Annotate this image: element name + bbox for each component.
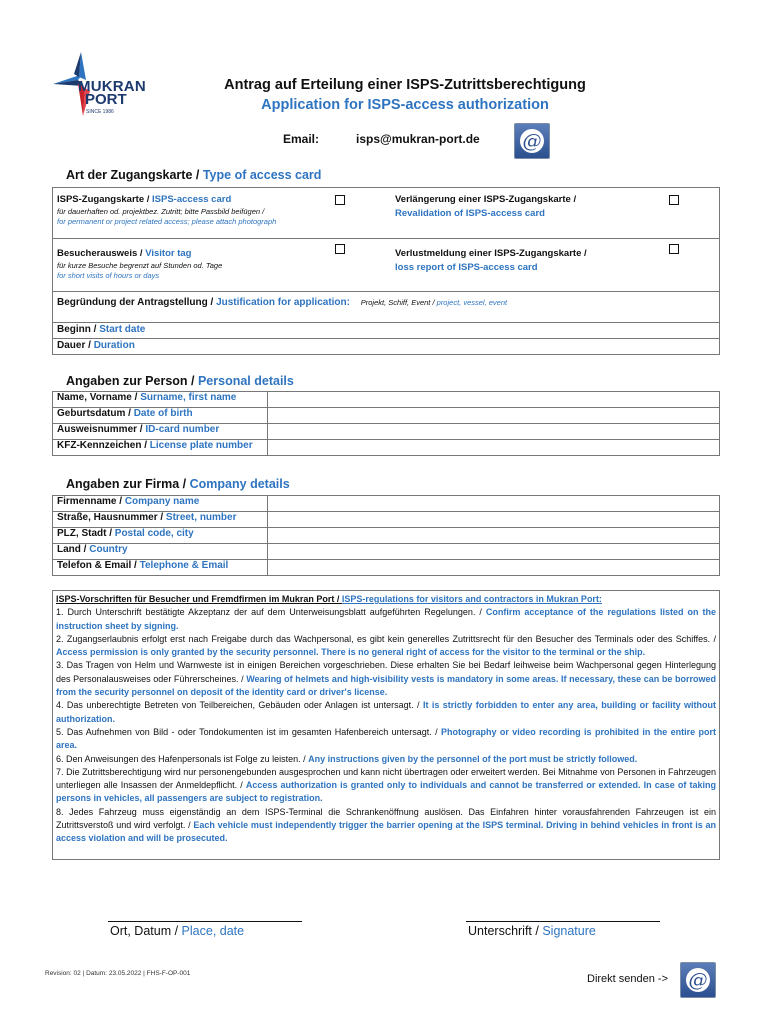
company-details-table xyxy=(52,495,720,576)
rule-item: 1. Durch Unterschrift bestätigte Akzeptanz der auf dem Unterweisungsblatt aufgeführten Regelungen. / Confirm acceptance of the regulations listed on the instruction sheet by signing. xyxy=(56,607,716,631)
company-label-street: Straße, Hausnummer / Street, number xyxy=(53,512,268,528)
send-direct-label: Direkt senden -> xyxy=(587,973,669,985)
visitor-tag-checkbox[interactable] xyxy=(335,244,345,254)
personal-details-table xyxy=(52,391,720,456)
company-label-country: Land / Country xyxy=(53,544,268,560)
isps-rules-box xyxy=(52,590,720,860)
isps-card-label-de: ISPS-Zugangskarte / xyxy=(57,194,153,205)
revalidation-checkbox[interactable] xyxy=(669,195,679,205)
signature-line[interactable] xyxy=(466,921,660,922)
visitor-tag-note-de: für kurze Besuche begrenzt auf Stunden od. Tage xyxy=(57,261,223,270)
revalidation-label-en: Revalidation of ISPS-access card xyxy=(395,208,545,219)
justification-label-en: Justification for application: xyxy=(216,297,350,308)
personal-label-plate: KFZ-Kennzeichen / License plate number xyxy=(53,440,268,456)
isps-card-label-en: ISPS-access card xyxy=(152,194,232,205)
form-title-en: Application for ISPS-access authorization xyxy=(261,97,549,113)
justification-hint-de: Projekt, Schiff, Event / xyxy=(360,298,437,307)
rules-heading-de: ISPS-Vorschriften für Besucher und Fremdfirmen im Mukran Port / xyxy=(56,594,342,604)
rule-item: 5. Das Aufnehmen von Bild - oder Tondokumenten ist im gesamten Hafenbereich untersagt. / Photography or video recording is prohibited in the entire port area. xyxy=(56,726,716,751)
justification-label-de: Begründung der Antragstellung / xyxy=(57,297,217,308)
rule-item: 6. Den Anweisungen des Hafenpersonals ist Folge zu leisten. / Any instructions given by the personnel of the port must be strictly followed. xyxy=(56,753,638,764)
section-title-card-type-en: Type of access card xyxy=(202,168,322,182)
visitor-tag-label-de: Besucherausweis / xyxy=(57,248,146,259)
loss-report-label-de: Verlustmeldung einer ISPS-Zugangskarte / xyxy=(395,248,587,259)
section-title-card-type xyxy=(66,168,321,182)
loss-report-option xyxy=(391,239,720,292)
company-label-name: Firmenname / Company name xyxy=(53,496,268,512)
revalidation-option xyxy=(391,188,720,239)
logo-since: SINCE 1986 xyxy=(86,109,114,115)
visitor-tag-label-en: Visitor tag xyxy=(145,248,192,259)
company-input-country[interactable] xyxy=(268,544,720,560)
rule-item: 8. Jedes Fahrzeug muss eigenständig an dem ISPS-Terminal die Schrankenöffnung auslösen. Das Einfahren hinter vorausfahrenden Fahrzeugen ist ein Zutrittsverstoß und wird verfolgt. / Each vehicle must independently trigger the barrier opening at the ISPS terminal. Driving in behind vehicles in front is an access violation and will be prosecuted. xyxy=(56,806,717,844)
start-date-label-de: Beginn / xyxy=(57,324,100,335)
section-title-personal xyxy=(66,374,294,388)
start-date-row[interactable] xyxy=(53,323,720,339)
company-input-street[interactable] xyxy=(268,512,720,528)
visitor-tag-option xyxy=(53,239,392,292)
rule-item: 3. Das Tragen von Helm und Warnweste ist in einigen Bereichen vorgeschrieben. Diese erhalten Sie bei Bedarf leihweise beim Wachpersonal gegen Hinterlegung des Personalausweises oder Führerscheines. / Wearing of helmets and high-visibility vests is mandatory in some areas. If necessary, these can be borrowed from the security personnel on deposit of the identity card or driver's license. xyxy=(56,660,716,698)
signature-label: Unterschrift / Signature xyxy=(468,924,596,938)
section-title-company-en: Company details xyxy=(189,477,290,491)
rule-item: 4. Das unberechtigte Betreten von Teilbereichen, Gebäuden oder Anlagen ist untersagt. / It is strictly forbidden to enter any area, building or facility without authorization. xyxy=(56,700,716,724)
personal-input-plate[interactable] xyxy=(268,440,720,456)
email-label: Email: xyxy=(283,132,320,146)
personal-input-name[interactable] xyxy=(268,392,720,408)
email-address[interactable]: isps@mukran-port.de xyxy=(356,132,480,146)
logo-text-mukran: MUKRAN xyxy=(78,78,146,95)
isps-card-note-en: for permanent or project related access; please attach photograph xyxy=(57,217,277,226)
form-title-de: Antrag auf Erteilung einer ISPS-Zutrittsberechtigung xyxy=(224,77,586,93)
revision-info: Revision: 02 | Datum: 23.05.2022 | FHS-F-OP-001 xyxy=(45,970,191,977)
loss-report-checkbox[interactable] xyxy=(669,244,679,254)
section-title-card-type-de: Art der Zugangskarte / xyxy=(66,168,203,182)
rule-item: 7. Die Zutrittsberechtigung wird nur personengebunden ausgesprochen und kann nicht übertragen oder erweitert werden. Bei Mitnahme von Personen in Fahrzeugen unterliegen alle Insassen der Anmeldepflicht. / Access authorization is granted only to individuals and cannot be transferred or extended. In case of taking persons in vehicles, all passengers are subject to registration. xyxy=(56,766,716,804)
personal-input-id[interactable] xyxy=(268,424,720,440)
section-title-personal-de: Angaben zur Person / xyxy=(66,374,198,388)
duration-label-de: Dauer / xyxy=(57,340,94,351)
isps-card-option xyxy=(53,188,392,239)
loss-report-label-en: loss report of ISPS-access card xyxy=(395,262,538,273)
personal-label-name: Name, Vorname / Surname, first name xyxy=(53,392,268,408)
visitor-tag-note-en: for short visits of hours or days xyxy=(57,271,160,280)
personal-label-dob: Geburtsdatum / Date of birth xyxy=(53,408,268,424)
logo-text-port: PORT xyxy=(85,91,127,108)
rule-item: 2. Zugangserlaubnis erfolgt erst nach Freigabe durch das Wachpersonal, es gibt kein generelles Zutrittsrecht für den Besucher des Terminals oder des Schiffes. / Access permission is only granted by the security personnel. There is no general right of access for the visitor to the terminal or the ship. xyxy=(56,633,716,658)
company-label-contact: Telefon & Email / Telephone & Email xyxy=(53,560,268,576)
section-title-company-de: Angaben zur Firma / xyxy=(66,477,190,491)
justification-row[interactable] xyxy=(53,292,720,323)
place-date-line[interactable] xyxy=(108,921,302,922)
company-input-city[interactable] xyxy=(268,528,720,544)
rules-heading-en: ISPS-regulations for visitors and contractors in Mukran Port: xyxy=(341,594,602,604)
company-label-city: PLZ, Stadt / Postal code, city xyxy=(53,528,268,544)
email-at-icon[interactable]: @ xyxy=(514,123,550,159)
place-date-label: Ort, Datum / Place, date xyxy=(110,924,245,938)
duration-row[interactable] xyxy=(53,339,720,355)
personal-label-id: Ausweisnummer / ID-card number xyxy=(53,424,268,440)
company-input-name[interactable] xyxy=(268,496,720,512)
duration-label-en: Duration xyxy=(93,340,135,351)
justification-hint-en: project, vessel, event xyxy=(436,298,508,307)
card-type-table xyxy=(52,187,720,355)
personal-input-dob[interactable] xyxy=(268,408,720,424)
company-input-contact[interactable] xyxy=(268,560,720,576)
section-title-company xyxy=(66,477,290,491)
start-date-label-en: Start date xyxy=(99,324,146,335)
isps-card-checkbox[interactable] xyxy=(335,195,345,205)
send-email-button[interactable]: @ xyxy=(680,962,716,998)
revalidation-label-de: Verlängerung einer ISPS-Zugangskarte / xyxy=(395,194,577,205)
section-title-personal-en: Personal details xyxy=(197,374,294,388)
isps-card-note-de: für dauerhaften od. projektbez. Zutritt; bitte Passbild beifügen / xyxy=(57,207,265,216)
